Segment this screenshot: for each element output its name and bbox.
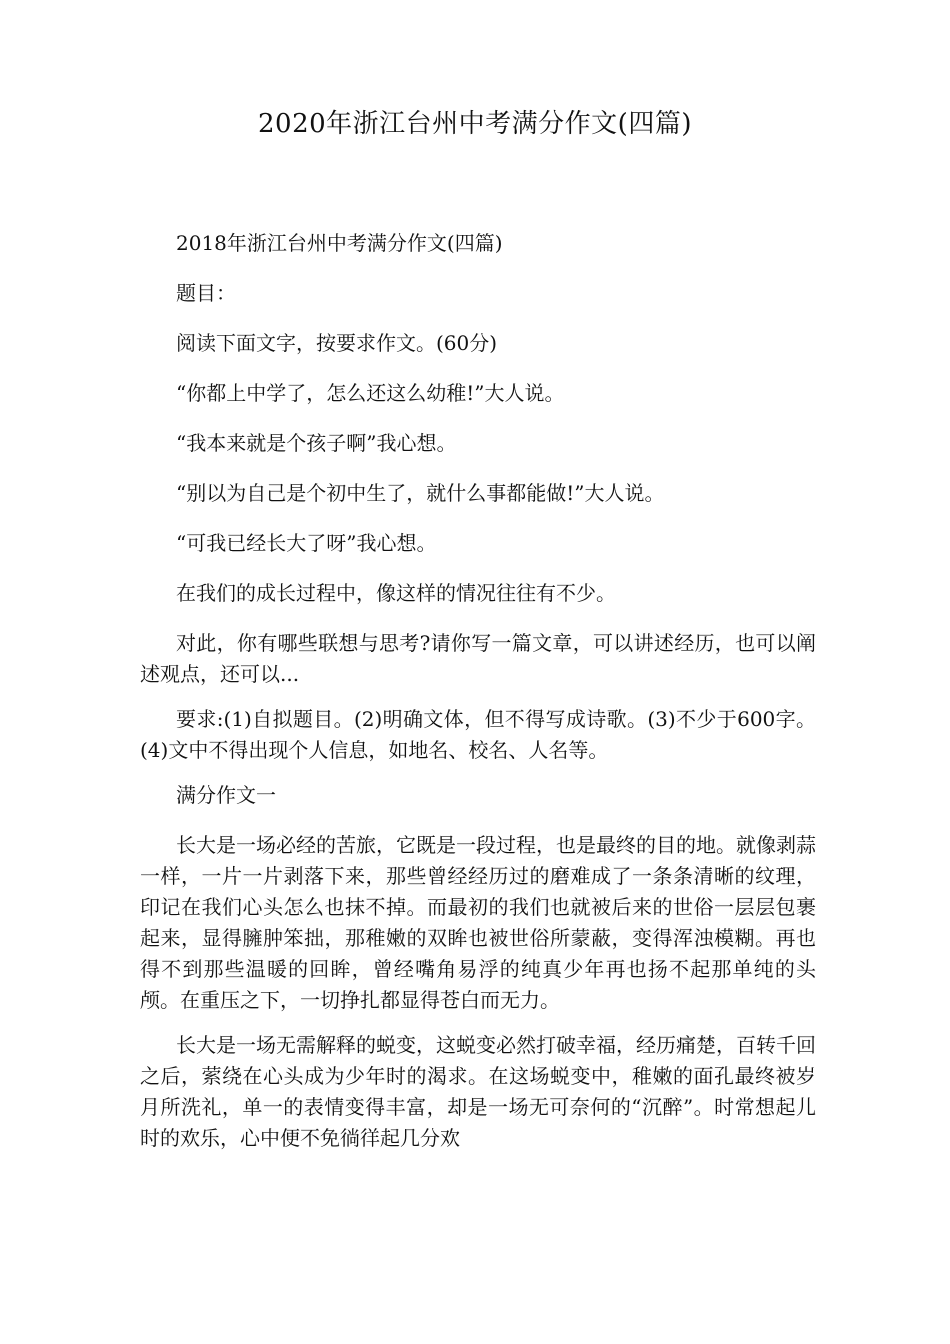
paragraph-topic-label: 题目： <box>176 281 236 305</box>
section-heading: 满分作文一 <box>176 783 276 807</box>
paragraph-context: 在我们的成长过程中，像这样的情况往往有不少。 <box>176 581 616 605</box>
paragraph-dialogue: “你都上中学了，怎么还这么幼稚!”大人说。 <box>176 381 565 405</box>
paragraph-requirements: 要求:(1)自拟题目。(2)明确文体，但不得写成诗歌。(3)不少于600字。(4)文中不得出现个人信息，如地名、校名、人名等。 <box>140 707 816 762</box>
paragraph-dialogue: “别以为自己是个初中生了，就什么事都能做!”大人说。 <box>176 481 665 505</box>
essay-paragraph: 长大是一场必经的苦旅，它既是一段过程，也是最终的目的地。就像剥蒜一样，一片一片剥落下来，那些曾经经历过的磨难成了一条条清晰的纹理，印记在我们心头怎么也抹不掉。而最初的我们也就被后来的世俗一层层包裹起来，显得臃肿笨拙，那稚嫩的双眸也被世俗所蒙蔽，变得浑浊模糊。再也得不到那些温暖的回眸，曾经嘴角易浮的纯真少年再也扬不起那单纯的头颅。在重压之下，一切挣扎都显得苍白而无力。 <box>140 833 816 1012</box>
paragraph-dialogue: “我本来就是个孩子啊”我心想。 <box>176 431 457 455</box>
paragraph-dialogue: “可我已经长大了呀”我心想。 <box>176 531 437 555</box>
paragraph-prompt: 对此，你有哪些联想与思考?请你写一篇文章，可以讲述经历，也可以阐述观点，还可以... <box>140 631 816 686</box>
essay-paragraph: 长大是一场无需解释的蜕变，这蜕变必然打破幸福，经历痛楚，百转千回之后，萦绕在心头成为少年时的渴求。在这场蜕变中，稚嫩的面孔最终被岁月所洗礼，单一的表情变得丰富，却是一场无可奈何的“沉醉”。时常想起儿时的欢乐，心中便不免徜徉起几分欢 <box>140 1033 816 1150</box>
document-body <box>140 228 816 1168</box>
paragraph-subtitle: 2018年浙江台州中考满分作文(四篇) <box>176 231 503 255</box>
document-title: 2020年浙江台州中考满分作文(四篇) <box>258 109 692 139</box>
paragraph-instruction: 阅读下面文字，按要求作文。(60分) <box>176 331 498 355</box>
